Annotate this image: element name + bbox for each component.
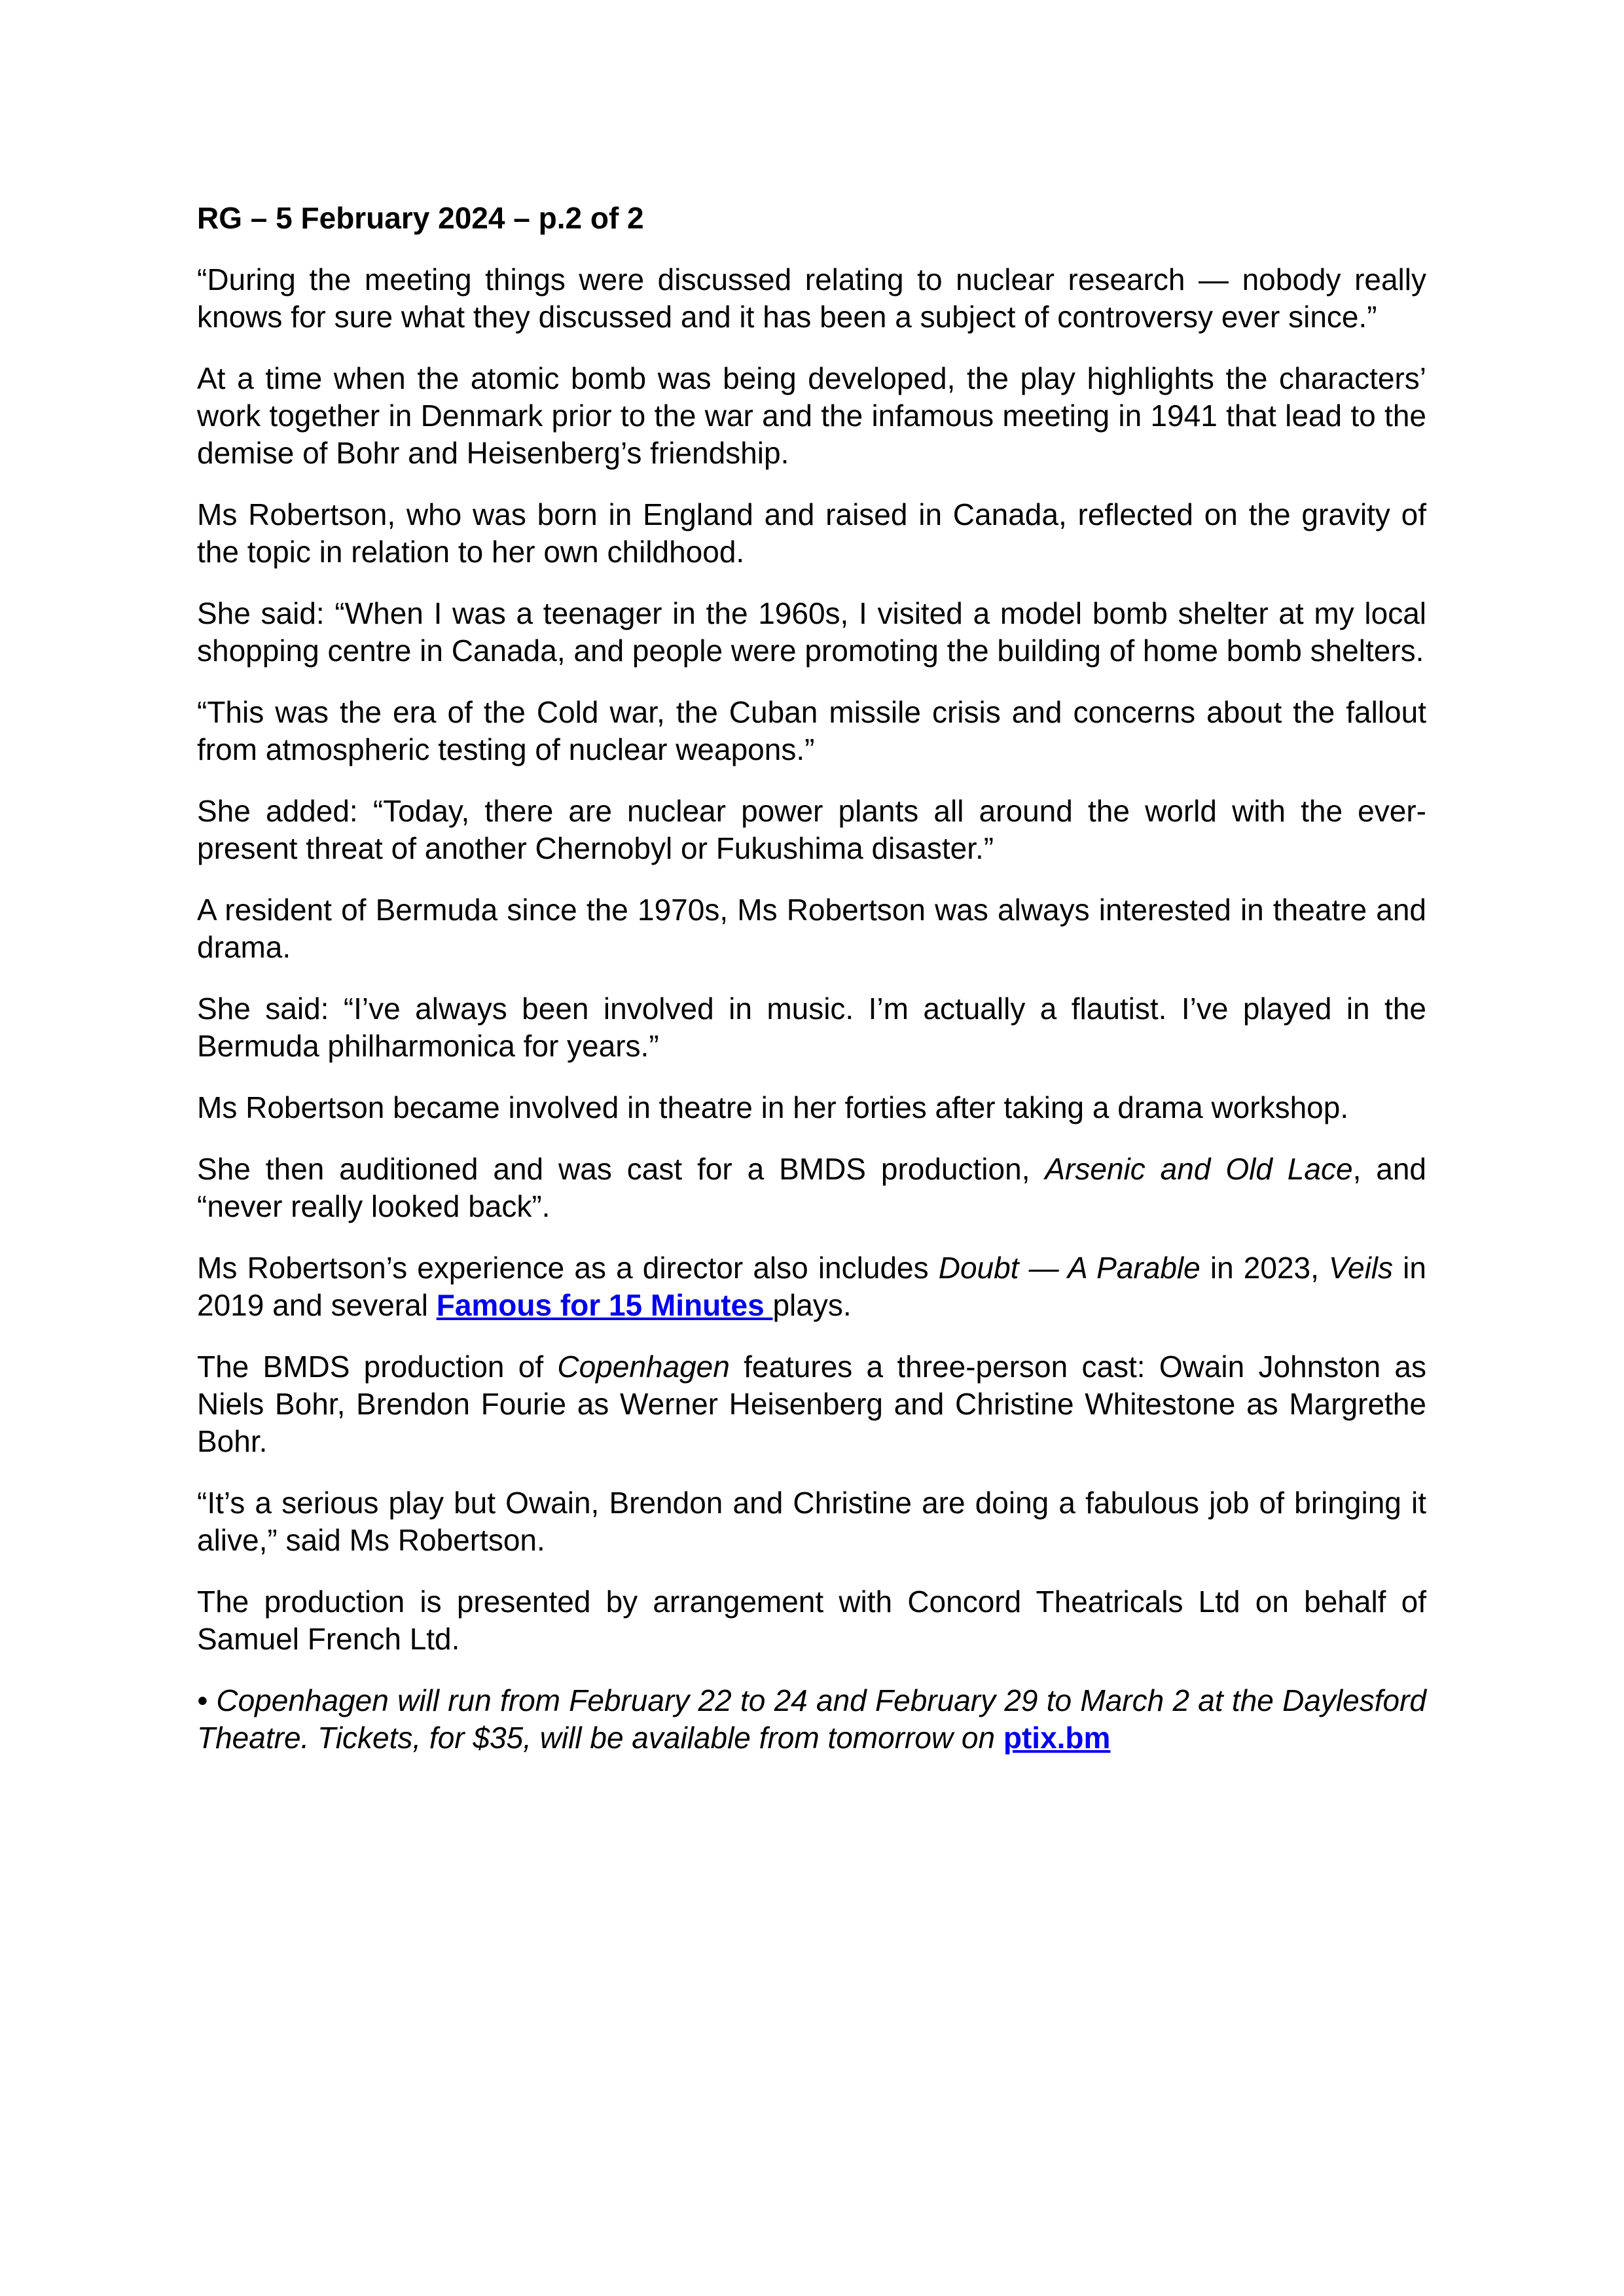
- event-info-text: • Copenhagen will run from February 22 to 24 and February 29 to March 2 at the Daylesford Theatre. Tickets, for $35, will be available from tomorrow on: [197, 1683, 1426, 1755]
- paragraph-5: “This was the era of the Cold war, the Cuban missile crisis and concerns about the fallout from atmospheric testing of nuclear weapons.”: [197, 695, 1426, 766]
- paragraph-14: The production is presented by arrangement with Concord Theatricals Ltd on behalf of Samuel French Ltd.: [197, 1585, 1426, 1656]
- paragraph-11-text-middle-1: in 2023,: [1200, 1251, 1329, 1285]
- paragraph-11-text-middle-2: in 2019 and several: [197, 1251, 1426, 1322]
- paragraph-1: “During the meeting things were discussed relating to nuclear research — nobody really knows for sure what they discussed and it has been a subject of controversy ever since.”: [197, 262, 1426, 334]
- paragraph-2: At a time when the atomic bomb was being developed, the play highlights the characters’ work together in Denmark prior to the war and the infamous meeting in 1941 that lead to the demise of Bohr and Heisenberg’s friendship.: [197, 361, 1426, 470]
- paragraph-12: [197, 1348, 1426, 1460]
- famous-for-15-minutes-link[interactable]: Famous for 15 Minutes: [436, 1288, 773, 1322]
- paragraph-10: [197, 1151, 1426, 1225]
- paragraph-4: She said: “When I was a teenager in the 1960s, I visited a model bomb shelter at my local shopping centre in Canada, and people were promoting the building of home bomb shelters.: [197, 596, 1426, 668]
- article-body: [197, 200, 1426, 1781]
- paragraph-12-text-after: features a three-person cast: Owain Johnston as Niels Bohr, Brendon Fourie as Werner Heisenberg and Christine Whitestone as Margrethe Bohr.: [197, 1350, 1426, 1458]
- play-title-arsenic: Arsenic and Old Lace: [1045, 1152, 1353, 1186]
- ptix-link[interactable]: ptix.bm: [1003, 1721, 1111, 1755]
- play-title-copenhagen: Copenhagen: [557, 1350, 730, 1384]
- play-title-veils: Veils: [1329, 1251, 1394, 1285]
- page-header: RG – 5 February 2024 – p.2 of 2: [197, 201, 644, 235]
- paragraph-13: “It’s a serious play but Owain, Brendon and Christine are doing a fabulous job of bringing it alive,” said Ms Robertson.: [197, 1486, 1426, 1557]
- paragraph-3: Ms Robertson, who was born in England and raised in Canada, reflected on the gravity of the topic in relation to her own childhood.: [197, 497, 1426, 569]
- paragraph-11: [197, 1249, 1426, 1324]
- event-info-paragraph: [197, 1682, 1426, 1757]
- paragraph-10-text-before: She then auditioned and was cast for a BMDS production,: [197, 1152, 1045, 1186]
- paragraph-7: A resident of Bermuda since the 1970s, Ms Robertson was always interested in theatre and drama.: [197, 893, 1426, 964]
- paragraph-12-text-before: The BMDS production of: [197, 1350, 558, 1384]
- paragraph-8: She said: “I’ve always been involved in music. I’m actually a flautist. I’ve played in the Bermuda philharmonica for years.”: [197, 992, 1426, 1063]
- play-title-doubt: Doubt — A Parable: [938, 1251, 1200, 1285]
- paragraph-11-text-after: plays.: [772, 1288, 852, 1322]
- paragraph-6: She added: “Today, there are nuclear power plants all around the world with the ever-present threat of another Chernobyl or Fukushima disaster.”: [197, 794, 1426, 865]
- paragraph-11-text-before: Ms Robertson’s experience as a director also includes: [197, 1251, 939, 1285]
- paragraph-9: Ms Robertson became involved in theatre in her forties after taking a drama workshop.: [197, 1090, 1349, 1124]
- paragraph-10-text-after: , and “never really looked back”.: [197, 1152, 1426, 1223]
